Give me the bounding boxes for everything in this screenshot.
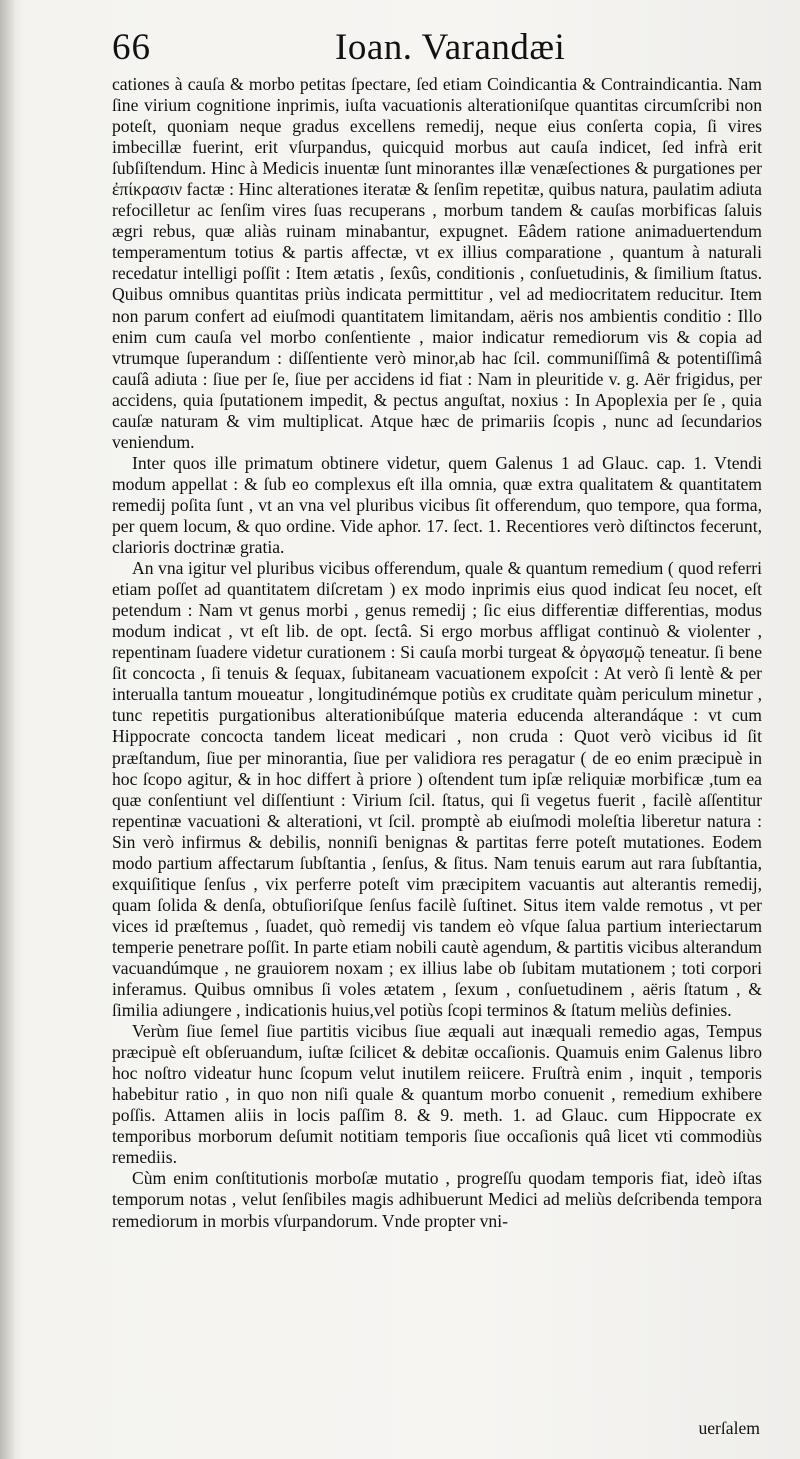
page-gutter-shadow xyxy=(0,0,14,1459)
paragraph: cationes à cauſa & morbo petitas ſpectare, ſed etiam Coindicantia & Contraindicantia. Nam ſine virium cognitione inprimis, iuſta vacuationis alterationiſque quantitas circumſcribi non poteſt, quoniam neque gradus excellens remedij, neque eius conſerta copia, ſi vires imbecillæ fuerint, erit vſurpandus, quicquid morbus aut cauſa indicet, ſed infrà erit ſubſiſtendum. Hinc à Medicis inuentæ ſunt minorantes illæ venæſectiones & purgationes per ἐπίκρασιν factæ : Hinc alterationes iteratæ & ſenſim repetitæ, quibus natura, paulatim adiuta refocilletur ac ſenſim vires ſuas recuperans , morbum tandem & cauſas morbificas ſaluis ægri rebus, quæ aliàs ruinam minabantur, expugnet. Eâdem ratione animaduertendum temperamentum totius & partis affectæ, vt ex illius comparatione , quantum à naturali recedatur intelligi poſſit : Item ætatis , ſexûs, conditionis , conſuetudinis, & ſimilium ſtatus. Quibus omnibus quantitas priùs indicata permittitur , vel ad mediocritatem reducitur. Item non parum confert ad eiuſmodi quantitatem limitandam, aëris nos ambientis conditio : Illo enim cum cauſa vel morbo conſentiente , maior indicatur remediorum vis & copia ad vtrumque ſuperandum : diſſentiente verò minor,ab hac ſcil. communiſſimâ & potentiſſimâ cauſâ adiuta : ſiue per ſe, ſiue per accidens id fiat : Nam in pleuritide v. g. Aër frigidus, per accidens, quia ſputationem impedit, & pectus anguſtat, noxius : In Apoplexia per ſe , quia cauſæ naturam & vim multiplicat. Atque hæc de primariis ſcopis , nunc ad ſecundarios veniendum. xyxy=(112,74,762,452)
paragraph: Cùm enim conſtitutionis morboſæ mutatio , progreſſu quodam temporis fiat, ideò iſtas temporum notas , velut ſenſibiles magis adhibuerunt Medici ad meliùs deſcribenda tempora remediorum in morbis vſurpandorum. Vnde propter vni- xyxy=(112,1168,762,1231)
catchword: uerſalem xyxy=(698,1418,760,1438)
paragraph: An vna igitur vel pluribus vicibus offerendum, quale & quantum remedium ( quod referri etiam poſſet ad quantitatem diſcretam ) ex modo inprimis eius quod indicat ſeu nocet, eſt petendum : Nam vt genus morbi , genus remedij ; ſic eius differentiæ differentias, modus modum indicat , vt eſt lib. de opt. ſectâ. Si ergo morbus affligat continuò & violenter , repentinam ſuadere videtur curationem : Si cauſa morbi turgeat & ὀργασμῷ teneatur. ſi bene ſit concocta , ſi tenuis & ſequax, ſubitaneam vacuationem expoſcit : At verò ſi lentè & per interualla tantum moueatur , longitudinémque potiùs ex cruditate quàm periculum minetur , tunc repetitis purgationibus alterationibúſque materia educenda alterandáque : vt cum Hippocrate concocta tandem liceat medicari , non cruda : Quot verò vicibus id ſit præſtandum, ſiue per minorantia, ſiue per validiora res peragatur ( de eo enim præcipuè in hoc ſcopo agitur, & in hoc differt à priore ) oſtendent tum ipſæ reliquiæ morbificæ ,tum ea quæ conſentiunt vel diſſentiunt : Virium ſcil. ſtatus, qui ſi vegetus fuerit , facilè aſſentitur repentinæ vacuationi & alterationi, vt ſcil. promptè ab eiuſmodi moleſtia liberetur natura : Sin verò infirmus & debilis, nonniſi benignas & partitas ferre poteſt mutationes. Eodem modo partium affectarum ſubſtantia , ſenſus, & ſitus. Nam tenuis earum aut rara ſubſtantia, exquiſitique ſenſus , vix perferre poteſt vim præcipitem vacuantis aut alterantis remedij, quam ſolida & denſa, obtuſioriſque ſenſus facilè ſuſtinet. Situs item valde remotus , vt per vices id præſtemus , ſuadet, quò remedij vis tandem eò vſque ſalua partium interiectarum temperie penetrare poſſit. In parte etiam nobili cautè agendum, & partitis vicibus alterandum vacuandúmque , ne grauiorem noxam ; ex illius labe ob ſubitam mutationem ; toti corpori inferamus. Quibus omnibus ſi voles ætatem , ſexum , conſuetudinem , aëris ſtatum , & ſimilia adiungere , indicationis huius,vel potiùs ſcopi terminos & ſtatum meliùs definies. xyxy=(112,558,762,1021)
page-number: 66 xyxy=(112,27,151,68)
paragraph: Inter quos ille primatum obtinere videtur, quem Galenus 1 ad Glauc. cap. 1. Vtendi modum appellat : & ſub eo complexus eſt illa omnia, quæ extra qualitatem & quantitatem remedij poſita ſunt , vt an vna vel pluribus vicibus ſit offerendum, quo tempore, qua forma, per quem locum, & quo ordine. Vide aphor. 17. ſect. 1. Recentiores verò diſtinctos fecerunt, clarioris doctrinæ gratia. xyxy=(112,452,762,558)
body-text xyxy=(112,74,762,1232)
running-head: Ioan. Varandæi xyxy=(335,27,566,68)
page-header xyxy=(112,18,712,74)
paragraph: Verùm ſiue ſemel ſiue partitis vicibus ſiue æquali aut inæquali remedio agas, Tempus præcipuè eſt obſeruandum, iuſtæ ſcilicet & debitæ occaſionis. Quamuis enim Galenus libro hoc noſtro videatur hunc ſcopum velut inutilem reiicere. Fruſtrà enim , inquit , temporis habebitur ratio , in quo non niſi quale & quantum morbo conuenit , remedium exhibere poſſis. Attamen aliis in locis paſſim 8. & 9. meth. 1. ad Glauc. cum Hippocrate ex temporibus morborum deſumit notitiam temporis ſiue occaſionis quâ licet vti commodiùs remediis. xyxy=(112,1021,762,1168)
